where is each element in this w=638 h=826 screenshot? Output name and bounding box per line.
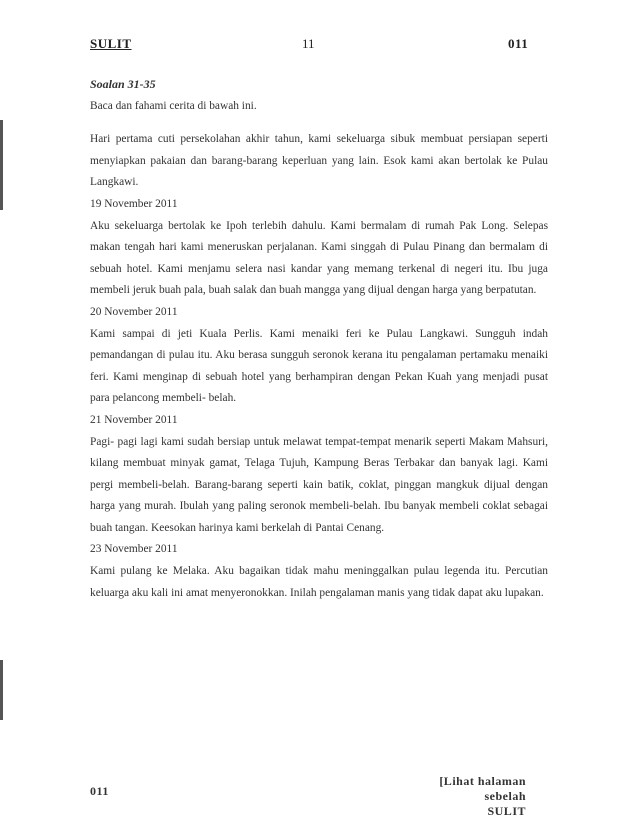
footer-paper-code: 011: [90, 784, 109, 798]
header-page-number: 11: [302, 36, 315, 51]
story-intro: Hari pertama cuti persekolahan akhir tahun, kami sekeluarga sibuk membuat persiapan seperti menyiapkan pakaian dan barang-barang keperluan yang lain. Esok kami akan bertolak ke Pulau Langkawi.: [90, 133, 548, 189]
entry-date: 23 November 2011: [90, 543, 178, 556]
scan-edge-mark: [0, 120, 3, 210]
entry-text: Aku sekeluarga bertolak ke Ipoh terlebih dahulu. Kami bermalam di rumah Pak Long. Selepas makan tengah hari kami meneruskan perjalanan. Kami singgah di Pulau Pinang dan bermalam di sebuah hotel. Kami menjamu selera nasi kandar yang memang terkenal di negeri itu. Ibu juga membeli jeruk buah pala, buah salak dan buah mangga yang dijual dengan harga yang berpatutan.: [90, 219, 548, 297]
scan-edge-mark: [0, 660, 3, 720]
footer-next-page-note: [400, 774, 526, 819]
footer-confidential-label: SULIT: [487, 804, 526, 818]
section-title: Soalan 31-35: [90, 77, 156, 91]
entry-text: Pagi- pagi lagi kami sudah bersiap untuk melawat tempat-tempat menarik seperti Makam Mahsuri, kilang membuat minyak gamat, Telaga Tujuh, Kampung Beras Terbakar dan banyak lagi. Kami pergi membeli-belah. Barang-barang seperti kain batik, coklat, pinggan mangkuk dijual dengan harga yang murah. Ibulah yang paling seronok membeli-belah. Ibu banyak membeli coklat sebagai buah tangan. Keesokan harinya kami berkelah di Pantai Cenang.: [90, 435, 548, 534]
header-confidential-label: SULIT: [90, 36, 132, 51]
entry-date: 19 November 2011: [90, 197, 178, 210]
entry-date: 21 November 2011: [90, 413, 178, 426]
header-paper-code: 011: [508, 36, 529, 51]
footer-next-page-text: [Lihat halaman sebelah: [439, 774, 526, 803]
page-content: [90, 74, 548, 604]
entry-text: Kami sampai di jeti Kuala Perlis. Kami menaiki feri ke Pulau Langkawi. Sungguh indah pemandangan di pulau itu. Aku berasa sungguh seronok kerana itu pengalaman pertamaku menaiki feri. Kami menginap di sebuah hotel yang berhampiran dengan Pekan Kuah yang menjadi pusat para pelancong membeli- belah.: [90, 327, 548, 405]
entry-date: 20 November 2011: [90, 305, 178, 318]
section-instruction: Baca dan fahami cerita di bawah ini.: [90, 99, 257, 112]
entry-text: Kami pulang ke Melaka. Aku bagaikan tidak mahu meninggalkan pulau legenda itu. Percutian keluarga aku kali ini amat menyeronokkan. Inilah pengalaman manis yang tidak dapat aku lupakan.: [90, 565, 548, 599]
